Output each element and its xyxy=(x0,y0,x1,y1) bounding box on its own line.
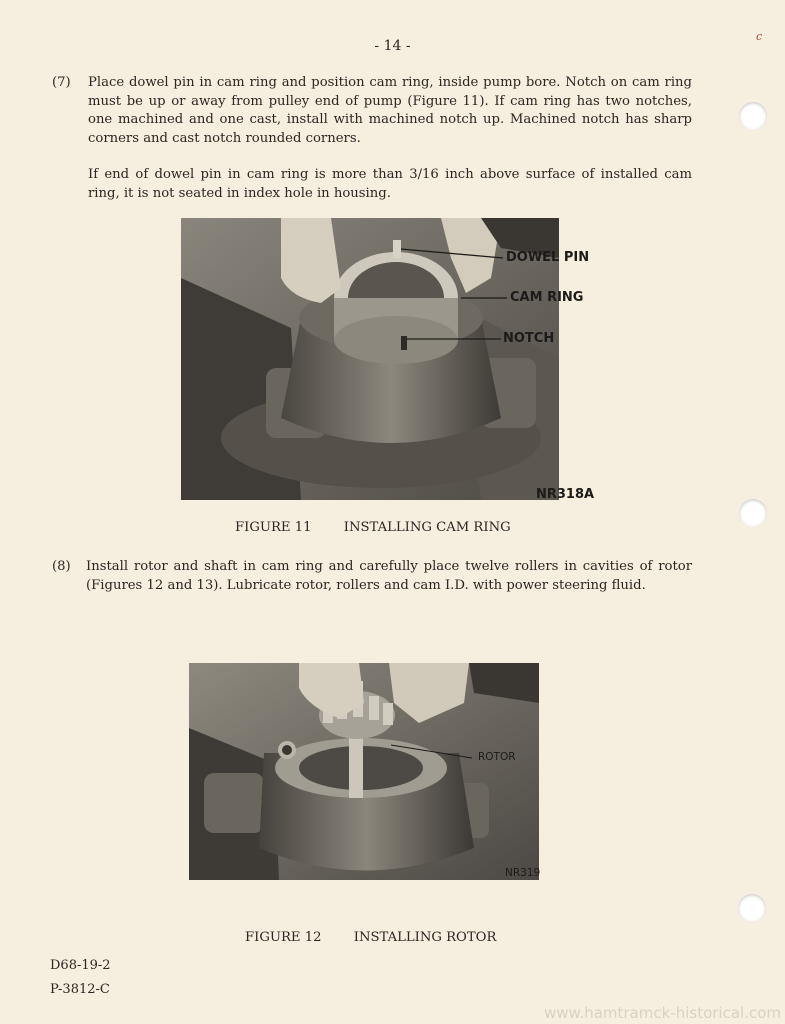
figure-12-caption-title: INSTALLING ROTOR xyxy=(353,930,497,945)
callout-notch: NOTCH xyxy=(503,331,555,346)
figure-11-photo xyxy=(181,218,559,500)
binder-hole-bottom xyxy=(738,894,766,922)
step-7-text: Place dowel pin in cam ring and position cam ring, inside pump bore. Notch on cam ring must be up or away from pulley end of pump (Figure 11). If cam ring has two notches, one machined and one cast, install with machined notch up. Machined notch has sharp corners and cast notch rounded corners. xyxy=(88,75,692,146)
figure-12-photo xyxy=(189,663,539,880)
step-7-number: (7) xyxy=(52,75,71,90)
step-7-paragraph xyxy=(52,74,692,148)
binder-hole-top xyxy=(739,102,767,130)
step-7-note: If end of dowel pin in cam ring is more than 3/16 inch above surface of installed cam ring, it is not seated in index hole in housing. xyxy=(88,167,692,201)
figure-11-caption-number: FIGURE 11 xyxy=(235,520,312,535)
step-8-paragraph xyxy=(52,558,692,595)
figure-11-caption xyxy=(235,520,511,535)
callout-dowel-pin: DOWEL PIN xyxy=(506,250,590,265)
callout-cam-ring: CAM RING xyxy=(510,290,584,305)
cam-ring-photo-illustration xyxy=(181,218,559,500)
corner-mark: c xyxy=(756,30,763,43)
binder-hole-middle xyxy=(739,499,767,527)
figure-11-caption-title: INSTALLING CAM RING xyxy=(343,520,511,535)
figure-11-code: NR318A xyxy=(536,487,595,502)
figure-12-caption xyxy=(245,930,496,945)
figure-12-code: NR319 xyxy=(505,867,541,879)
step-8-number: (8) xyxy=(52,559,71,574)
watermark: www.hamtramck-historical.com xyxy=(544,1004,781,1022)
page-number: - 14 - xyxy=(374,38,411,54)
step-8-text: Install rotor and shaft in cam ring and carefully place twelve rollers in cavities of rotor (Figures 12 and 13). Lubricate rotor, rollers and cam I.D. with power steering fluid. xyxy=(86,559,692,593)
footer-code-2: P-3812-C xyxy=(50,982,110,997)
callout-rotor: ROTOR xyxy=(478,751,516,763)
rotor-photo-illustration xyxy=(189,663,539,880)
figure-12-caption-number: FIGURE 12 xyxy=(245,930,322,945)
footer-code-1: D68-19-2 xyxy=(50,958,111,973)
